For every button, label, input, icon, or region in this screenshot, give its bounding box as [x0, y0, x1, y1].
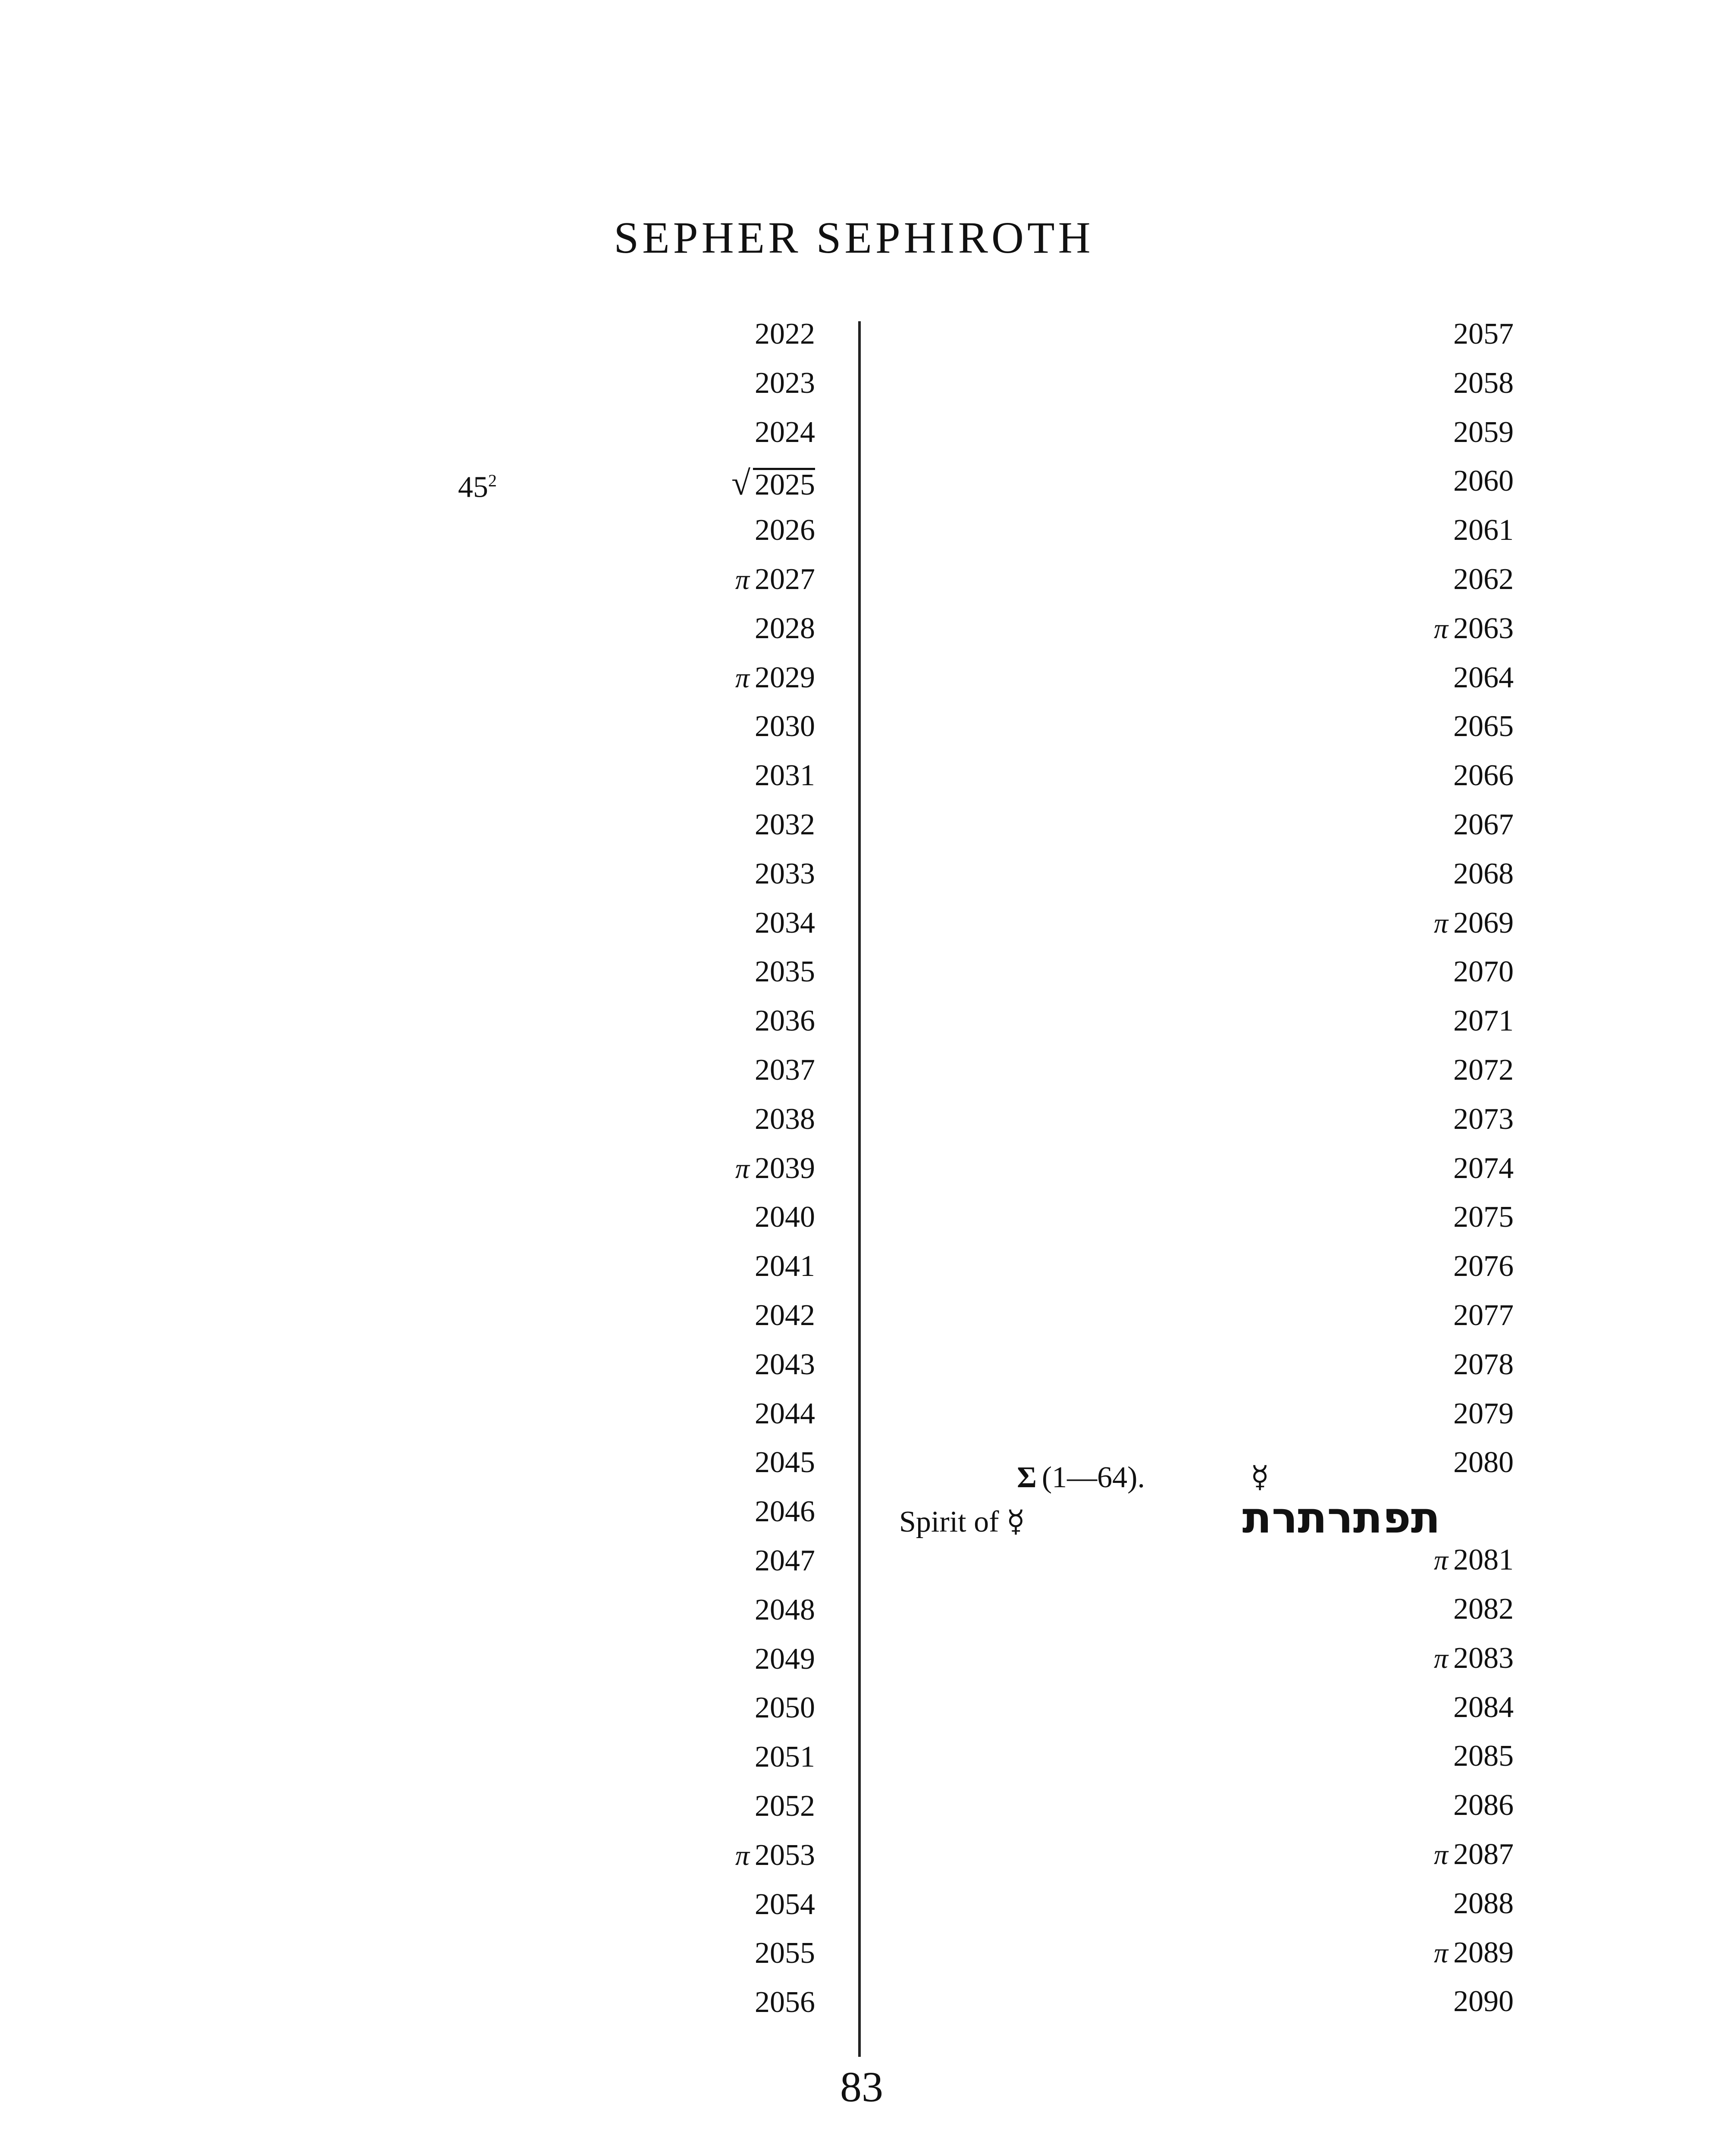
number-text: 2087: [1453, 1838, 1514, 1871]
entry-number: 2035: [755, 955, 815, 989]
number-text: 2025: [753, 468, 815, 500]
entry-number: 2054: [755, 1887, 815, 1921]
entry-number: 2031: [755, 759, 815, 793]
entry-number: 2080: [1453, 1446, 1514, 1479]
page-title: SEPHER SEPHIROTH: [614, 213, 1094, 263]
square-exponent: 2: [488, 471, 497, 490]
hebrew-word: תפתרתרת: [1242, 1492, 1440, 1543]
number-text: 2063: [1453, 611, 1514, 645]
mercury-symbol: ☿: [1251, 1461, 1269, 1494]
entry-number: 2026: [755, 514, 815, 547]
entry-number: 2032: [755, 808, 815, 841]
entry-number: [735, 1153, 815, 1184]
entry-number: 2076: [1453, 1250, 1514, 1283]
entry-number: 2023: [755, 366, 815, 400]
pi-mark-icon: π: [735, 1839, 750, 1871]
entry-number: 2073: [1453, 1102, 1514, 1136]
pi-mark-icon: π: [1433, 613, 1448, 645]
entry-number: 2043: [755, 1348, 815, 1381]
entry-number: 2046: [755, 1495, 815, 1529]
number-text: 2029: [755, 661, 815, 694]
entry-number: 2082: [1453, 1592, 1514, 1626]
entry-number: 2062: [1453, 563, 1514, 596]
entry-number: 2071: [1453, 1004, 1514, 1038]
entry-number: 2038: [755, 1102, 815, 1136]
entry-number: [1434, 1839, 1514, 1870]
entry-number: 2064: [1453, 661, 1514, 694]
entry-number: [735, 564, 815, 595]
entry-number: 2036: [755, 1004, 815, 1038]
number-text: 2081: [1453, 1543, 1514, 1577]
number-text: 2053: [755, 1838, 815, 1872]
spirit-label: Spirit of: [899, 1505, 999, 1539]
entry-number: 2066: [1453, 759, 1514, 793]
spirit-of-mercury-label: [899, 1507, 1025, 1537]
entry-number: 2049: [755, 1642, 815, 1676]
number-text: 2089: [1453, 1936, 1514, 1969]
entry-number: 2061: [1453, 514, 1514, 547]
entry-number: 2079: [1453, 1397, 1514, 1430]
entry-number: 2057: [1453, 317, 1514, 351]
entry-number: 2034: [755, 906, 815, 940]
entry-number: 2075: [1453, 1200, 1514, 1234]
entry-number: [1434, 1545, 1514, 1575]
entry-number: [1433, 611, 1514, 645]
entry-number: 2077: [1453, 1299, 1514, 1332]
entry-number: 2028: [755, 611, 815, 645]
entry-number: 2084: [1453, 1690, 1514, 1724]
entry-number: [1434, 908, 1514, 938]
entry-number: 2078: [1453, 1348, 1514, 1381]
entry-number: 2033: [755, 857, 815, 890]
entry-number: [1434, 1938, 1514, 1968]
pi-mark-icon: π: [1433, 1937, 1448, 1969]
entry-number: 2055: [755, 1937, 815, 1970]
entry-number: 2022: [755, 317, 815, 351]
entry-number: 2065: [1453, 710, 1514, 743]
entry-number: 2045: [755, 1446, 815, 1479]
page-number: 83: [840, 2063, 883, 2111]
pi-mark-icon: π: [1433, 907, 1448, 939]
entry-number: [735, 663, 815, 693]
number-text: 2083: [1453, 1641, 1514, 1675]
square-annotation: [458, 472, 497, 502]
entry-number: 2042: [755, 1299, 815, 1332]
entry-number: 2024: [755, 415, 815, 449]
entry-number: 2051: [755, 1740, 815, 1774]
entry-number: [735, 1840, 815, 1871]
entry-number: 2041: [755, 1250, 815, 1283]
pi-mark-icon: π: [1433, 1642, 1448, 1674]
square-root-icon: √: [731, 464, 750, 503]
entry-number: 2072: [1453, 1053, 1514, 1087]
entry-number: 2085: [1453, 1739, 1514, 1773]
entry-number: 2068: [1453, 857, 1514, 890]
entry-number: 2086: [1453, 1789, 1514, 1822]
entry-number: 2067: [1453, 808, 1514, 841]
sum-symbol: Σ: [1017, 1461, 1037, 1494]
entry-number: 2040: [755, 1200, 815, 1234]
pi-mark-icon: π: [735, 662, 750, 694]
entry-number: 2048: [755, 1593, 815, 1626]
sum-annotation: [1017, 1463, 1145, 1493]
column-divider: [858, 321, 861, 2057]
entry-number: [731, 466, 815, 501]
entry-number: [1434, 1643, 1514, 1673]
number-text: 2027: [755, 563, 815, 596]
entry-number: 2056: [755, 1986, 815, 2019]
entry-number: 2052: [755, 1789, 815, 1823]
number-text: 2069: [1453, 906, 1514, 940]
entry-number: 2090: [1453, 1985, 1514, 2018]
sum-range: (1—64).: [1041, 1461, 1145, 1494]
entry-number: 2047: [755, 1544, 815, 1577]
entry-number: 2059: [1453, 415, 1514, 449]
entry-number: 2074: [1453, 1151, 1514, 1185]
entry-number: 2037: [755, 1053, 815, 1087]
entry-number: 2088: [1453, 1887, 1514, 1920]
pi-mark-icon: π: [735, 564, 750, 595]
entry-number: 2060: [1453, 464, 1514, 498]
entry-number: 2058: [1453, 366, 1514, 400]
entry-number: 2050: [755, 1691, 815, 1725]
entry-number: 2044: [755, 1397, 815, 1430]
square-base: 45: [458, 470, 488, 504]
pi-mark-icon: π: [1433, 1839, 1448, 1871]
entry-number: 2070: [1453, 955, 1514, 989]
mercury-icon: ☿: [1006, 1505, 1025, 1539]
pi-mark-icon: π: [1433, 1545, 1448, 1576]
number-text: 2039: [755, 1151, 815, 1185]
entry-number: 2030: [755, 710, 815, 743]
pi-mark-icon: π: [735, 1153, 750, 1185]
